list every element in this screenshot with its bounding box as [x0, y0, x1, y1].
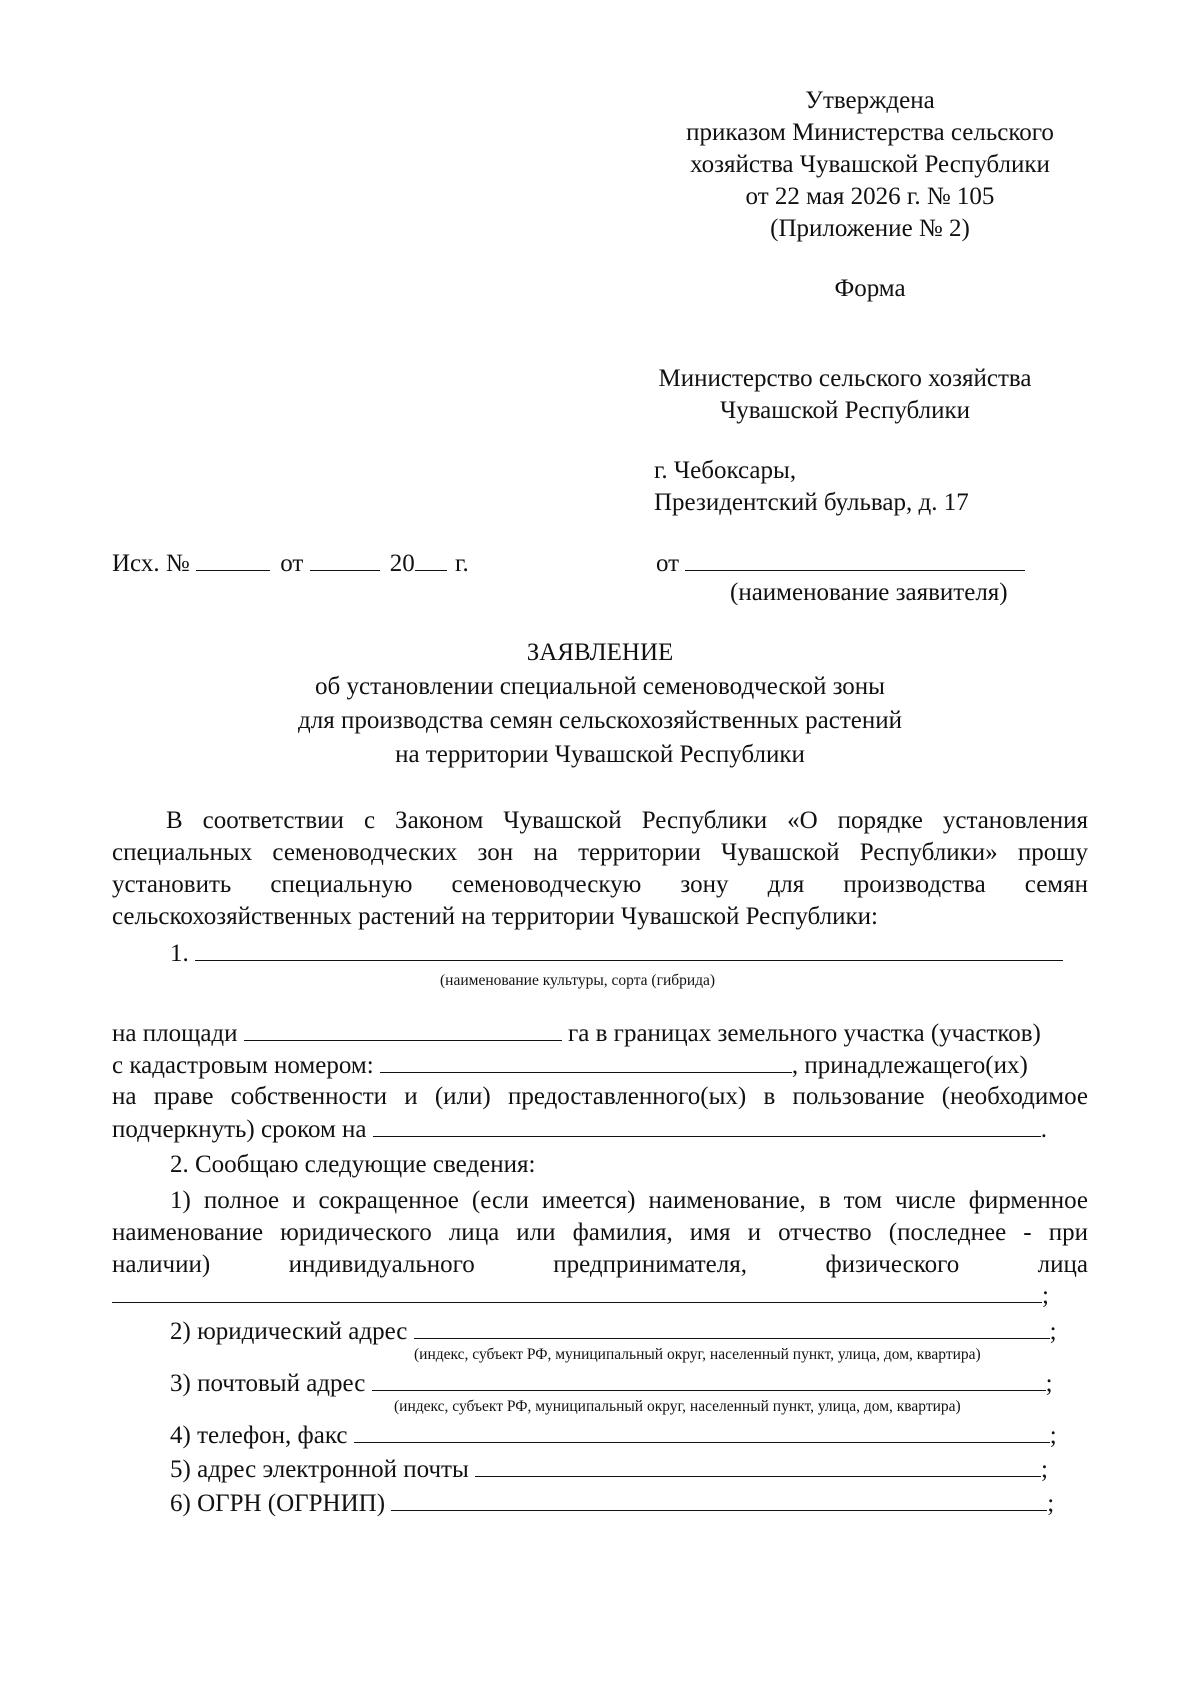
approval-line-3: хозяйства Чувашской Республики [690, 151, 1050, 178]
paragraph-1-line-1: В соответствии с Законом Чувашской Республики «О порядке установления [166, 807, 1088, 834]
paragraph-1-line-2: специальных семеноводческих зон на территории Чувашской Республики» прошу [112, 839, 1088, 866]
document-title: ЗАЯВЛЕНИЕ [526, 639, 674, 666]
approval-line-5: (Приложение № 2) [770, 215, 970, 242]
postal-address-semicolon: ; [1045, 1370, 1053, 1397]
term-line [112, 1114, 1047, 1145]
outgoing-from: от [280, 550, 304, 577]
postal-address-field[interactable] [372, 1368, 1046, 1391]
title-subline-2: для производства семян сельскохозяйственных растений [298, 707, 902, 734]
applicant-prefix: от [656, 550, 680, 577]
area-prefix: на площади [112, 1020, 238, 1047]
outgoing-date-field[interactable] [310, 548, 380, 571]
outgoing-number-line [112, 548, 469, 579]
email-label: 5) адрес электронной почты [170, 1456, 469, 1483]
term-prefix: подчеркнуть) сроком на [112, 1116, 367, 1143]
applicant-caption: (наименование заявителя) [730, 579, 1008, 606]
ogrn-label: 6) ОГРН (ОГРНИП) [170, 1490, 386, 1517]
phone-field[interactable] [354, 1420, 1050, 1443]
outgoing-year-field[interactable] [415, 548, 447, 571]
entity-name-line [112, 1280, 1049, 1311]
area-field[interactable] [244, 1018, 562, 1041]
area-suffix: га в границах земельного участка (участков) [568, 1020, 1041, 1047]
form-label: Форма [834, 275, 906, 302]
applicant-name-field[interactable] [685, 548, 1025, 571]
postal-address-line [170, 1368, 1053, 1399]
entity-name-field[interactable] [112, 1280, 1042, 1303]
subitem-1-line-2: наименование юридического лица или фамилия, имя и отчество (последнее - при [112, 1219, 1088, 1246]
email-line [170, 1454, 1048, 1485]
approval-line-2: приказом Министерства сельского [686, 119, 1054, 146]
recipient-line-1: Министерство сельского хозяйства [658, 365, 1032, 392]
email-field[interactable] [475, 1454, 1041, 1477]
postal-address-label: 3) почтовый адрес [170, 1370, 366, 1397]
legal-address-line [170, 1316, 1057, 1347]
title-subline-1: об установлении специальной семеноводческой зоны [315, 673, 885, 700]
approval-line-1: Утверждена [805, 87, 935, 114]
term-field[interactable] [373, 1114, 1041, 1137]
crop-variety-caption: (наименование культуры, сорта (гибрида) [440, 972, 716, 989]
item-1-line [170, 938, 1063, 969]
title-subline-3: на территории Чувашской Республики [395, 741, 805, 768]
phone-label: 4) телефон, факс [170, 1422, 348, 1449]
crop-variety-field[interactable] [195, 938, 1063, 961]
rights-line: на праве собственности и (или) предоставленного(ых) в пользование (необходимое [112, 1083, 1088, 1110]
paragraph-1-line-4: сельскохозяйственных растений на территории Чувашской Республики: [112, 903, 878, 930]
recipient-line-2: Чувашской Республики [719, 397, 971, 424]
postal-address-caption: (индекс, субъект РФ, муниципальный округ, населенный пункт, улица, дом, квартира) [394, 1398, 961, 1415]
recipient-address-2: Президентский бульвар, д. 17 [654, 489, 969, 516]
item-1-number: 1. [170, 940, 189, 967]
outgoing-year-suffix: г. [455, 550, 469, 577]
paragraph-1-line-3: установить специальную семеноводческую зону для производства семян [112, 871, 1088, 898]
area-line [112, 1018, 1041, 1049]
applicant-line [656, 548, 1025, 579]
ogrn-field[interactable] [391, 1488, 1047, 1511]
outgoing-prefix: Исх. № [112, 550, 190, 577]
ogrn-semicolon: ; [1047, 1490, 1055, 1517]
outgoing-year: 20 [389, 550, 415, 577]
recipient-address-1: г. Чебоксары, [654, 457, 797, 484]
cadastral-number-field[interactable] [380, 1050, 792, 1073]
term-suffix: . [1040, 1116, 1048, 1143]
outgoing-number-field[interactable] [196, 548, 270, 571]
legal-address-semicolon: ; [1049, 1318, 1057, 1345]
entity-name-semicolon: ; [1042, 1282, 1049, 1309]
cadastral-line [112, 1050, 1028, 1081]
cadastral-prefix: с кадастровым номером: [112, 1052, 374, 1079]
subitem-1-line-1: 1) полное и сокращенное (если имеется) наименование, в том числе фирменное [170, 1187, 1088, 1214]
email-semicolon: ; [1041, 1456, 1048, 1483]
phone-semicolon: ; [1049, 1422, 1057, 1449]
phone-line [170, 1420, 1057, 1451]
ogrn-line [170, 1488, 1054, 1519]
legal-address-field[interactable] [414, 1316, 1050, 1339]
cadastral-suffix: , принадлежащего(их) [791, 1052, 1028, 1079]
legal-address-caption: (индекс, субъект РФ, муниципальный округ, населенный пункт, улица, дом, квартира) [414, 1346, 981, 1363]
legal-address-label: 2) юридический адрес [170, 1318, 408, 1345]
item-2-heading: 2. Сообщаю следующие сведения: [170, 1151, 536, 1178]
subitem-1-line-3: наличии) индивидуального предпринимателя, физического лица [112, 1251, 1088, 1278]
approval-line-4: от 22 мая 2026 г. № 105 [745, 183, 995, 210]
